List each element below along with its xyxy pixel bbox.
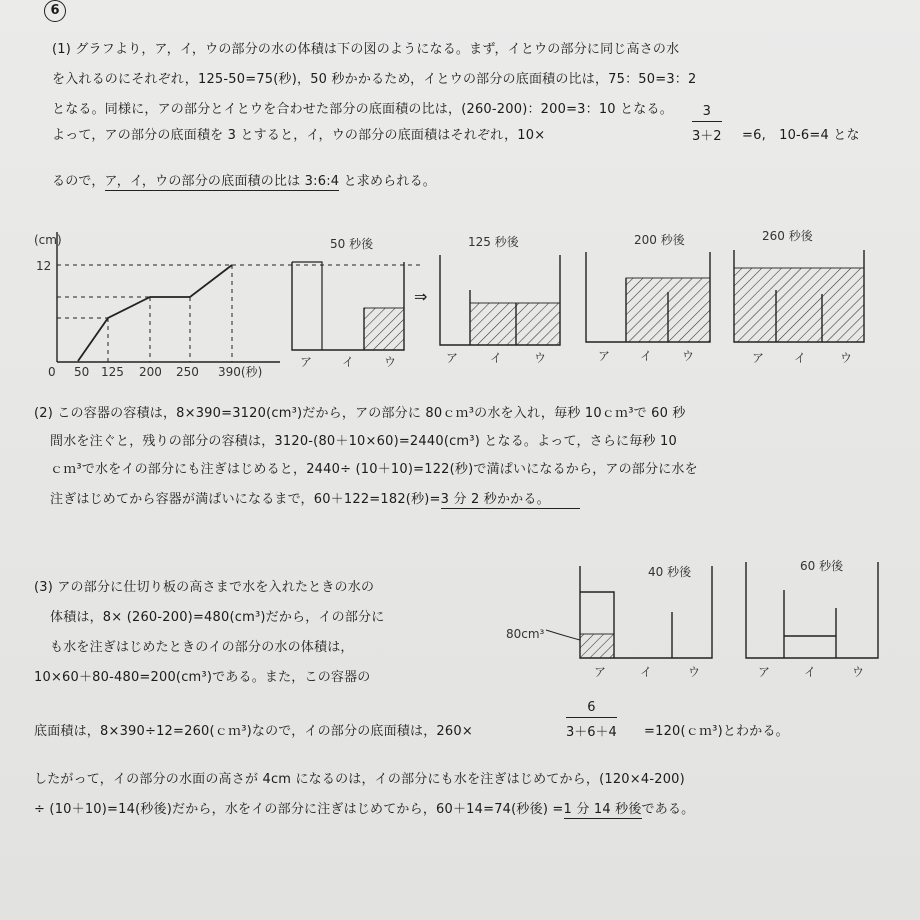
part3-line4: 10×60＋80-480=200(cm³)である。また，この容器の — [34, 670, 371, 685]
part3-line3: も水を注ぎはじめたときのイの部分の水の体積は， — [50, 640, 354, 655]
fraction-6-over-13 — [566, 700, 617, 740]
part2-line4 — [50, 488, 580, 507]
answer-1-underlined: ア，イ，ウの部分の底面積の比は 3:6:4 — [104, 174, 340, 189]
label-200s: 200 秒後 — [634, 233, 685, 247]
container-200s — [586, 252, 710, 342]
part3-line5b: =120(ｃｍ³)とわかる。 — [644, 724, 789, 739]
fraction-denominator: 3＋2 — [692, 129, 722, 144]
x-tick-0: 0 — [48, 365, 56, 379]
sections-200s — [598, 349, 694, 363]
label-260s: 260 秒後 — [762, 229, 813, 243]
svg-text:ア: ア — [598, 349, 611, 363]
part2-line4a: 注ぎはじめてから容器が満ぱいになるまで，60＋122=182(秒)= — [50, 492, 441, 507]
graph-line — [78, 265, 232, 361]
part1-line4b: =6, 10-6=4 とな — [742, 128, 860, 143]
fraction-numerator: 6 — [566, 700, 617, 718]
label-60s: 60 秒後 — [800, 559, 844, 573]
svg-text:イ: イ — [640, 665, 653, 679]
depth-graph — [40, 232, 420, 362]
svg-text:イ: イ — [490, 351, 503, 365]
label-50s: 50 秒後 — [330, 237, 374, 251]
part1-line3: となる。同様に，アの部分とイとウを合わせた部分の底面積の比は，(260-200)：200=3：10 となる。 — [52, 102, 673, 117]
svg-text:イ: イ — [640, 349, 653, 363]
x-tick-125: 125 — [101, 365, 124, 379]
arrow: ⇒ — [414, 287, 428, 306]
container-125s — [440, 255, 560, 345]
container-260s — [734, 250, 864, 342]
part3-line6: したがって，イの部分の水面の高さが 4cm になるのは，イの部分にも水を注ぎはじめてから，(120×4-200) — [34, 772, 685, 787]
svg-text:ウ: ウ — [682, 349, 695, 363]
svg-text:ア: ア — [446, 351, 459, 365]
part3-line5a: 底面積は，8×390÷12=260(ｃｍ³)なので，イの部分の底面積は，260× — [34, 724, 473, 739]
sections-60s — [758, 665, 864, 679]
part3-line7a: ÷ (10＋10)=14(秒後)だから，水をイの部分に注ぎはじめてから，60＋14=74(秒後) = — [34, 802, 564, 817]
graph-x-ticks — [48, 364, 262, 379]
part2-line1: (2) この容器の容積は，8×390=3120(cm³)だから，アの部分に 80ｃｍ³の水を入れ，毎秒 10ｃｍ³で 60 秒 — [34, 406, 686, 421]
part3-line7 — [34, 798, 694, 817]
answer-2-underlined: 3 分 2 秒かかる。 — [441, 492, 580, 509]
part3-line7c: である。 — [641, 802, 695, 817]
part1-line4a: よって，アの部分の底面積を 3 とすると，イ，ウの部分の底面積はそれぞれ，10× — [52, 128, 546, 143]
graph-y-tick: 12 — [36, 259, 52, 273]
svg-text:ウ: ウ — [688, 665, 701, 679]
svg-text:ア: ア — [300, 355, 313, 369]
svg-text:ウ: ウ — [534, 351, 547, 365]
part2-line2: 間水を注ぐと，残りの部分の容積は，3120-(80＋10×60)=2440(cm³) となる。よって，さらに毎秒 10 — [50, 434, 677, 449]
answer-3-underlined: 1 分 14 秒後 — [563, 802, 642, 817]
x-tick-50: 50 — [74, 365, 90, 379]
label-125s: 125 秒後 — [468, 235, 519, 249]
sections-50s — [300, 355, 396, 369]
part1-line1: (1) グラフより，ア，イ，ウの部分の水の体積は下の図のようになる。まず，イとウの部分に同じ高さの水 — [52, 42, 680, 57]
svg-text:ア: ア — [758, 665, 771, 679]
x-tick-200: 200 — [139, 365, 162, 379]
part3-line2: 体積は，8× (260-200)=480(cm³)だから，イの部分に — [50, 610, 385, 625]
container-40s — [546, 566, 712, 658]
svg-text:イ: イ — [342, 355, 355, 369]
sections-125s — [446, 351, 546, 365]
svg-text:ウ: ウ — [840, 351, 853, 365]
x-tick-390: 390(秒) — [218, 365, 263, 379]
problem-number: 6 — [44, 0, 66, 22]
part3-line1: (3) アの部分に仕切り板の高さまで水を入れたときの水の — [34, 580, 375, 595]
svg-text:イ: イ — [794, 351, 807, 365]
part1-line2: を入れるのにそれぞれ，125-50=75(秒)，50 秒かかるため，イとウの部分の底面積の比は，75：50=3：2 — [52, 72, 697, 87]
part1-line5a: るので， — [52, 174, 105, 189]
annotation-80cm3: 80cm³ — [506, 627, 545, 641]
svg-text:イ: イ — [804, 665, 817, 679]
svg-text:ウ: ウ — [852, 665, 865, 679]
part2-line3: ｃｍ³で水をイの部分にも注ぎはじめると，2440÷ (10＋10)=122(秒)で満ぱいになるから，アの部分に水を — [50, 462, 698, 477]
container-50s — [292, 262, 404, 350]
sections-40s — [594, 665, 700, 679]
graph-unit: (cm) — [34, 233, 62, 247]
fraction-denominator: 3＋6＋4 — [566, 725, 617, 740]
sections-260s — [752, 351, 852, 365]
part1-line5c: と求められる。 — [339, 174, 436, 189]
svg-text:ア: ア — [752, 351, 765, 365]
label-40s: 40 秒後 — [648, 565, 692, 579]
svg-text:ウ: ウ — [384, 355, 397, 369]
svg-text:ア: ア — [594, 665, 607, 679]
container-60s — [746, 562, 878, 658]
fraction-numerator: 3 — [692, 104, 722, 122]
x-tick-250: 250 — [176, 365, 199, 379]
